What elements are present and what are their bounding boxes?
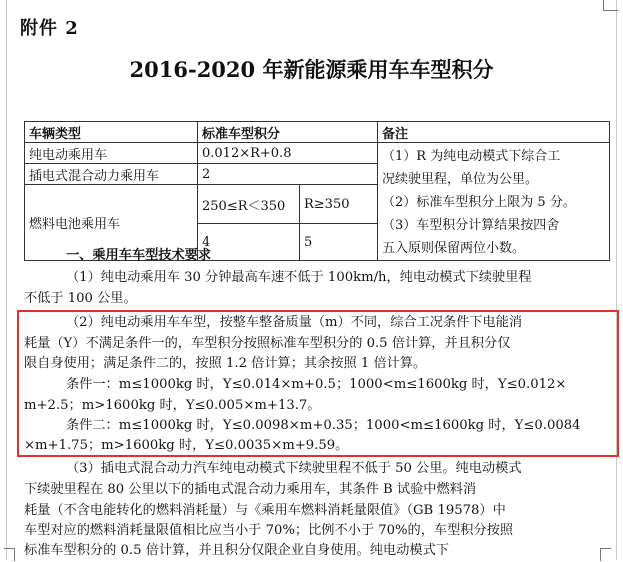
page-corner-mark xyxy=(4,548,15,561)
paragraph-line: 不低于 100 公里。 xyxy=(24,291,137,306)
paragraph-line: （1）纯电动乘用车 30 分钟最高车速不低于 100km/h，纯电动模式下续驶里程 xyxy=(66,270,532,285)
cell-range-high: R≥350 xyxy=(300,185,378,224)
header-vehicle-type: 车辆类型 xyxy=(25,122,198,143)
highlight-box xyxy=(17,310,619,457)
cell-score: 0.012×R+0.8 xyxy=(198,143,378,164)
condition-two-line: 条件二：m≤1000kg 时，Y≤0.0098×m+0.35；1000<m≤1600kg 时，Y≤0.0084 xyxy=(66,418,581,433)
cell-range-low: 250≤R＜350 xyxy=(198,185,300,224)
page-corner-mark xyxy=(603,0,618,11)
note-line: 况续驶里程，单位为公里。 xyxy=(382,172,539,187)
paragraph-line: 限自身使用；满足条件二的，按照 1.2 倍计算；其余按照 1 倍计算。 xyxy=(24,356,427,371)
document-title: 2016-2020 年新能源乘用车车型积分 xyxy=(129,57,494,82)
cell-vehicle-type: 纯电动乘用车 xyxy=(25,143,198,164)
attachment-label: 附件 2 xyxy=(20,18,79,39)
paragraph-line: 标准车型积分的 0.5 倍计算，并且积分仅限企业自身使用。纯电动模式下 xyxy=(24,543,449,558)
paragraph-line: （3）插电式混合动力汽车纯电动模式下续驶里程不低于 50 公里。纯电动模式 xyxy=(66,461,522,476)
condition-one-line: 条件一：m≤1000kg 时，Y≤0.014×m+0.5；1000<m≤1600kg 时，Y≤0.012× xyxy=(66,377,567,392)
cell-score: 2 xyxy=(198,164,378,185)
paragraph-line: 耗量（Y）不满足条件一的，车型积分按照标准车型积分的 0.5 倍计算，并且积分仅 xyxy=(24,336,511,351)
paragraph-line: 耗量（不含电能转化的燃料消耗量）与《乘用车燃料消耗量限值》（GB 19578）中 xyxy=(24,503,506,518)
notes-cell xyxy=(378,143,610,261)
table-row xyxy=(25,143,610,164)
cell-vehicle-type: 插电式混合动力乘用车 xyxy=(25,164,198,185)
note-line: （2）标准车型积分上限为 5 分。 xyxy=(382,195,576,210)
note-line: 五入原则保留两位小数。 xyxy=(382,241,526,256)
cell-vehicle-type: 燃料电池乘用车 xyxy=(25,185,198,261)
cell-score-high: 5 xyxy=(300,224,378,261)
note-line: （1）R 为纯电动模式下综合工 xyxy=(382,149,561,164)
paragraph-line: 车型对应的燃料消耗量限值相比应当小于 70%；比例不小于 70%的，车型积分按照 xyxy=(24,523,514,538)
cell-score-low: 4 xyxy=(198,224,300,261)
header-notes: 备注 xyxy=(378,122,610,143)
note-line: （3）车型积分计算结果按四舍 xyxy=(382,218,560,233)
vehicle-score-table xyxy=(24,121,610,261)
table-header-row xyxy=(25,122,610,143)
paragraph-line: （2）纯电动乘用车车型，按整车整备质量（m）不同，综合工况条件下电能消 xyxy=(66,315,523,330)
paragraph-line: 下续驶里程在 80 公里以下的插电式混合动力乘用车，其条件 B 试验中燃料消 xyxy=(24,482,477,497)
section-heading: 一、乘用车车型技术要求 xyxy=(66,248,212,263)
header-standard-score: 标准车型积分 xyxy=(198,122,378,143)
condition-two-line: ×m+1.75；m>1600kg 时，Y≤0.0035×m+9.59。 xyxy=(24,438,349,453)
condition-one-line: m+2.5；m>1600kg 时，Y≤0.005×m+13.7。 xyxy=(24,398,321,413)
